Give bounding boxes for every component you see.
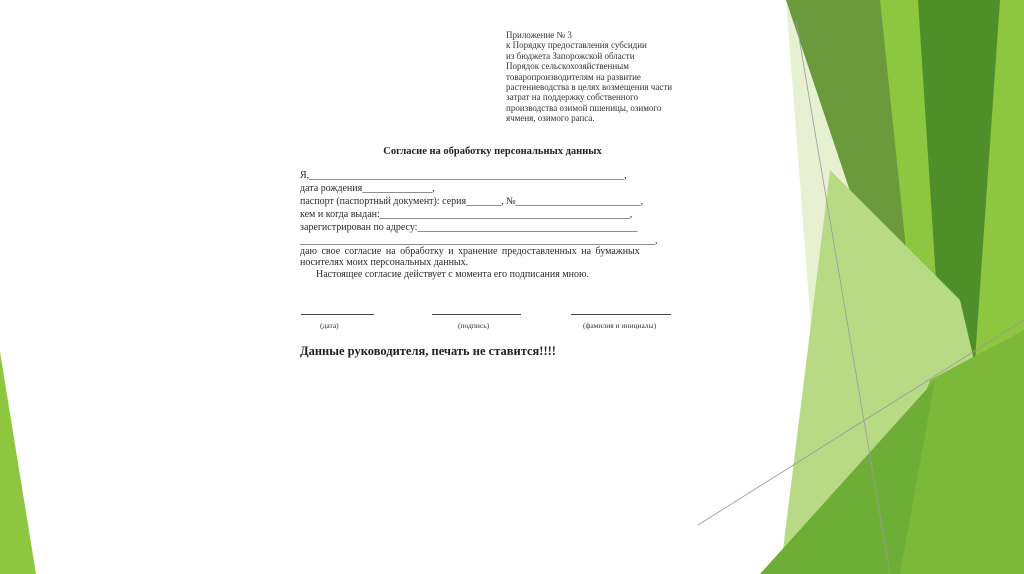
- date-label: (дата): [320, 321, 339, 330]
- signature-line: [432, 314, 521, 315]
- appendix-header: [506, 30, 696, 124]
- appendix-line: производства озимой пшеницы, озимого: [506, 102, 662, 113]
- left-green-stripe: [0, 352, 36, 574]
- field-passport: паспорт (паспортный документ): серия_______, №_________________________,: [300, 196, 644, 207]
- document-title: Согласие на обработку персональных данных: [383, 146, 602, 157]
- date-signature-line: [301, 314, 374, 315]
- appendix-line: Порядок сельскохозяйственным: [506, 61, 629, 72]
- field-address: зарегистрирован по адресу:____________________________________________: [300, 222, 638, 233]
- consent-text: даю свое согласие на обработку и хранение предоставленных на бумажных: [300, 246, 640, 257]
- consent-text-cont: носителях моих персональных данных.: [300, 257, 469, 268]
- field-name: Я,_______________________________________________________________,: [300, 170, 627, 181]
- field-birth-date: дата рождения______________,: [300, 183, 435, 194]
- signature-label: (подпись): [458, 321, 490, 330]
- appendix-line: товаропроизводителям на развитие: [506, 71, 641, 82]
- name-signature-line: [571, 314, 671, 315]
- appendix-line: Приложение № 3: [506, 30, 572, 40]
- name-label: (фамилия и инициалы): [583, 321, 657, 330]
- field-issued-by: кем и когда выдан:__________________________________________________,: [300, 209, 633, 220]
- manager-note: Данные руководителя, печать не ставится!!!!: [300, 344, 556, 358]
- validity-text: Настоящее согласие действует с момента его подписания мною.: [316, 269, 589, 280]
- appendix-line: из бюджета Запорожской области: [506, 50, 635, 61]
- appendix-line: к Порядку предоставления субсидии: [506, 40, 647, 51]
- field-address-cont: _______________________________________________________________________,: [300, 235, 658, 246]
- appendix-line: растениеводства в целях возмещения части: [506, 82, 673, 93]
- appendix-line: затрат на поддержку собственного: [506, 92, 639, 103]
- appendix-line: ячменя, озимого рапса.: [506, 113, 595, 124]
